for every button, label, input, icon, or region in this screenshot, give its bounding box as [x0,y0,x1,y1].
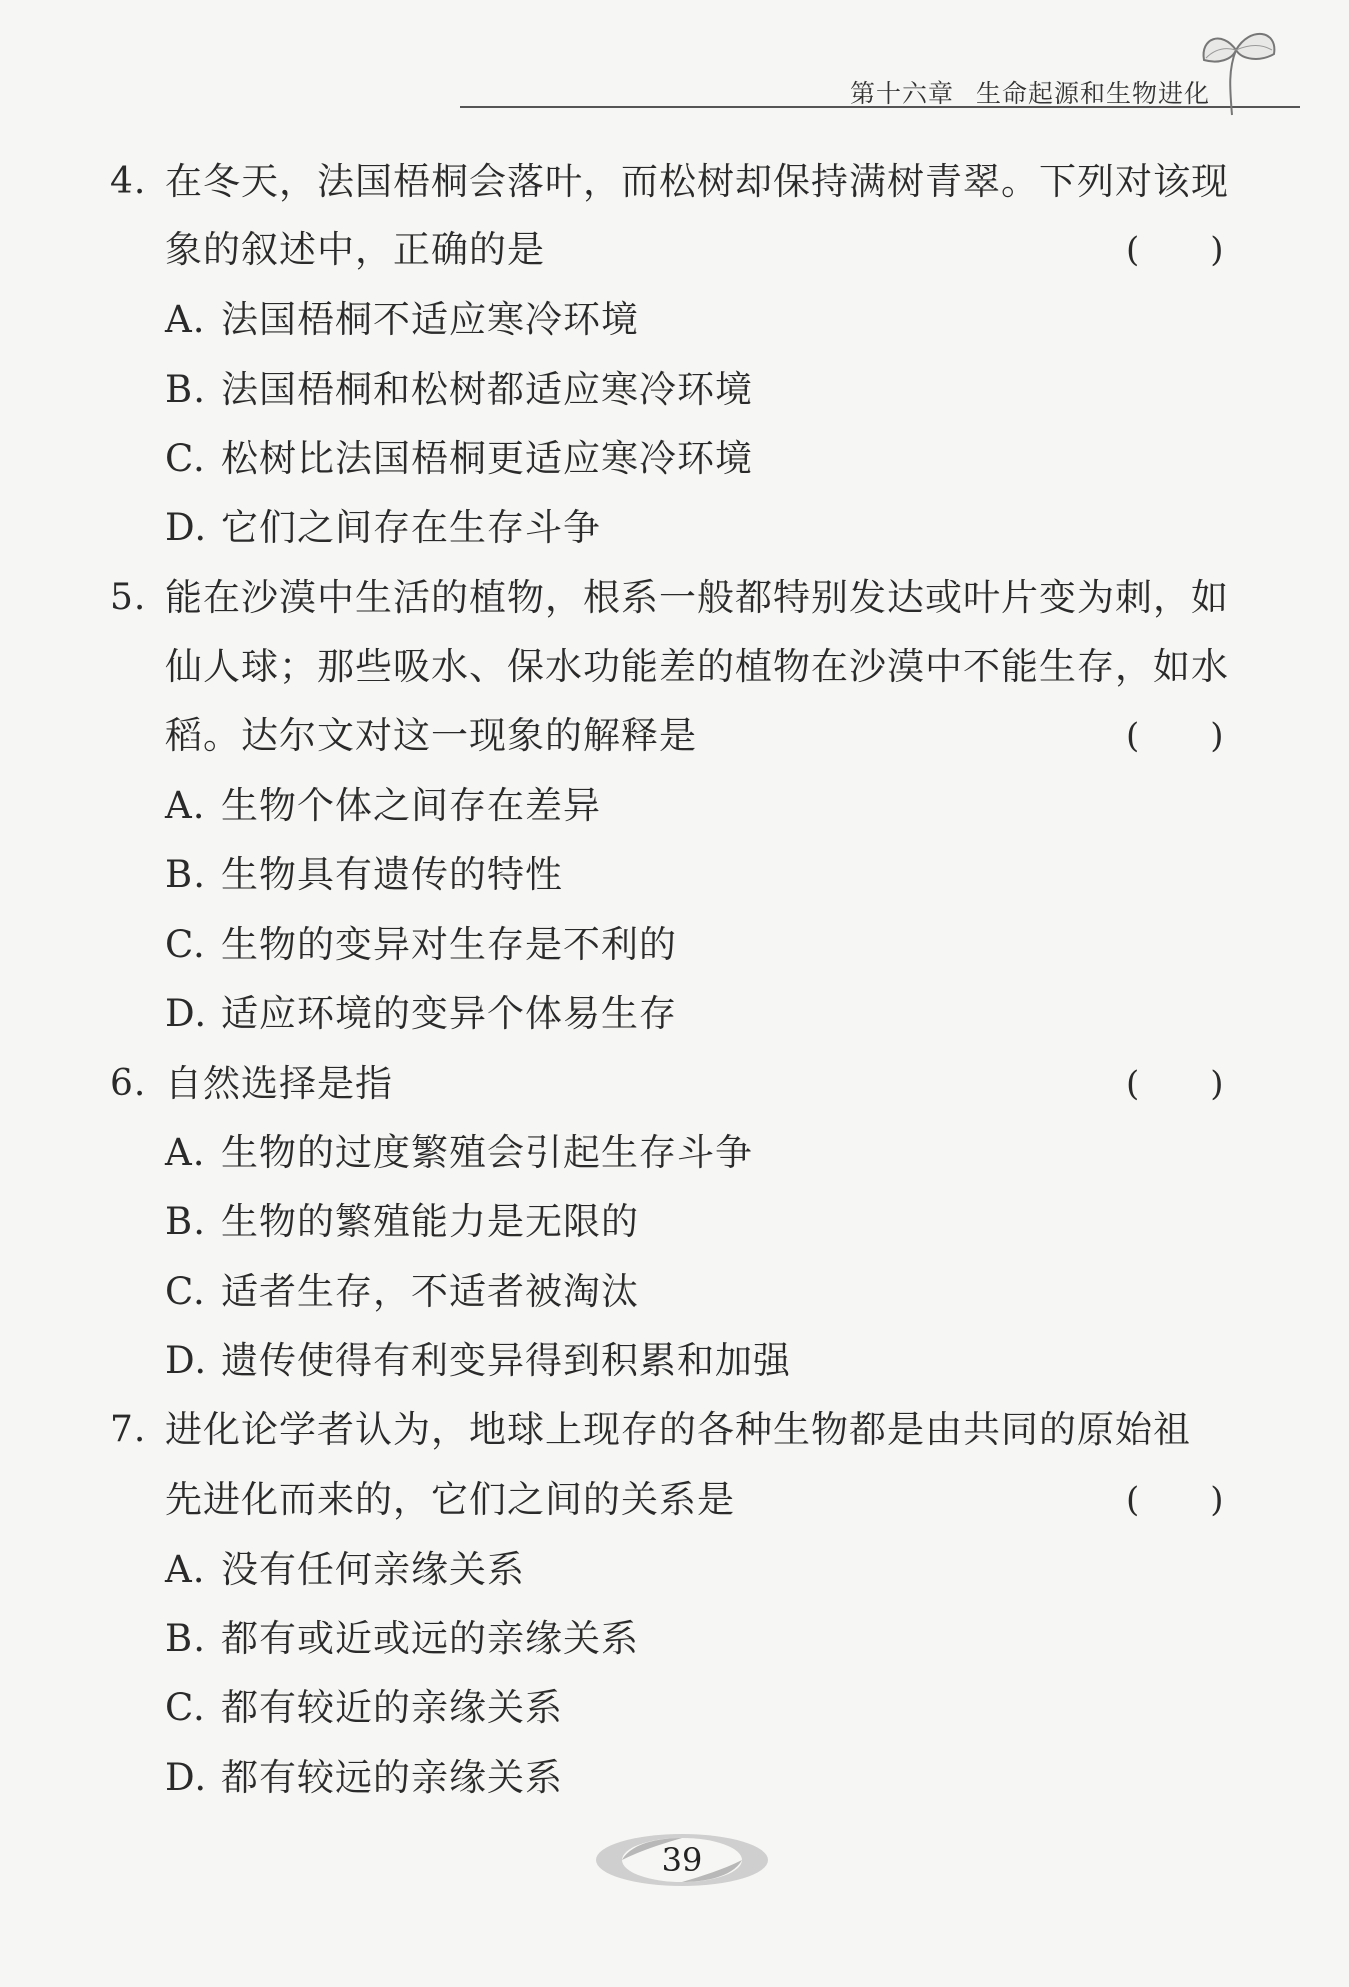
option-text: 法国梧桐和松树都适应寒冷环境 [221,368,753,411]
option-text: 生物个体之间存在差异 [221,784,601,827]
option-text: 生物的过度繁殖会引起生存斗争 [221,1131,753,1174]
option-b [165,368,753,412]
answer-bracket: ( ) [1126,1480,1225,1520]
option-text: 松树比法国梧桐更适应寒冷环境 [221,437,753,480]
option-letter: D. [165,1339,208,1382]
option-a [165,1548,525,1592]
option-text: 都有或近或远的亲缘关系 [221,1617,639,1660]
question-text-line: 在冬天，法国梧桐会落叶，而松树却保持满树青翠。下列对该现 [165,160,1229,203]
question-text-line: 仙人球；那些吸水、保水功能差的植物在沙漠中不能生存，如水 [165,645,1229,688]
option-text: 它们之间存在生存斗争 [221,506,601,549]
question-text-line: 自然选择是指 [165,1062,393,1105]
answer-bracket: ( ) [1126,230,1225,270]
running-head [850,74,1210,110]
option-d [165,1339,791,1383]
option-c [165,1270,639,1314]
option-letter: C. [165,923,206,966]
answer-bracket: ( ) [1126,1064,1225,1104]
option-letter: C. [165,1270,206,1313]
page-header [460,68,1300,108]
option-text: 生物的繁殖能力是无限的 [221,1200,639,1243]
option-letter: C. [165,1686,206,1729]
option-d [165,506,601,550]
option-letter: D. [165,992,208,1035]
question-text-line: 进化论学者认为，地球上现存的各种生物都是由共同的原始祖 [165,1408,1191,1451]
option-text: 都有较近的亲缘关系 [221,1686,563,1729]
option-text: 遗传使得有利变异得到积累和加强 [221,1339,791,1382]
option-text: 没有任何亲缘关系 [221,1548,525,1591]
option-c [165,923,677,967]
question-text-line: 稻。达尔文对这一现象的解释是 [165,714,697,757]
option-letter: B. [165,1617,206,1660]
page-number: 39 [661,1841,703,1879]
option-text: 都有较远的亲缘关系 [221,1756,563,1799]
question-text-line: 象的叙述中，正确的是 [165,228,545,271]
option-letter: B. [165,853,206,896]
option-letter: D. [165,506,208,549]
option-letter: A. [165,298,206,341]
question-text-line: 能在沙漠中生活的植物，根系一般都特别发达或叶片变为刺，如 [165,576,1229,619]
option-letter: B. [165,1200,206,1243]
option-b [165,1200,639,1244]
question-number: 6. [110,1063,147,1104]
option-d [165,1756,563,1800]
question-text-line: 先进化而来的，它们之间的关系是 [165,1478,735,1521]
option-letter: D. [165,1756,208,1799]
chapter-label: 第十六章 [849,79,954,108]
answer-bracket: ( ) [1126,716,1225,756]
question-number: 7. [110,1409,147,1450]
leaf-ornament-icon [1192,20,1282,120]
option-a [165,298,639,342]
option-c [165,437,753,481]
header-rule [460,106,1300,108]
option-text: 生物具有遗传的特性 [221,853,563,896]
option-text: 适者生存，不适者被淘汰 [221,1270,639,1313]
option-d [165,992,677,1036]
question-number: 4. [110,161,147,202]
option-a [165,1131,753,1175]
question-number: 5. [110,577,147,618]
option-letter: B. [165,368,206,411]
option-letter: A. [165,1548,206,1591]
option-text: 法国梧桐不适应寒冷环境 [221,298,639,341]
option-c [165,1686,563,1730]
option-letter: A. [165,1131,206,1174]
option-text: 生物的变异对生存是不利的 [221,923,677,966]
option-b [165,853,563,897]
option-text: 适应环境的变异个体易生存 [221,992,677,1035]
page-footer [592,1830,772,1890]
option-b [165,1617,639,1661]
option-a [165,784,601,828]
option-letter: A. [165,784,206,827]
chapter-title: 生命起源和生物进化 [975,79,1210,108]
option-letter: C. [165,437,206,480]
